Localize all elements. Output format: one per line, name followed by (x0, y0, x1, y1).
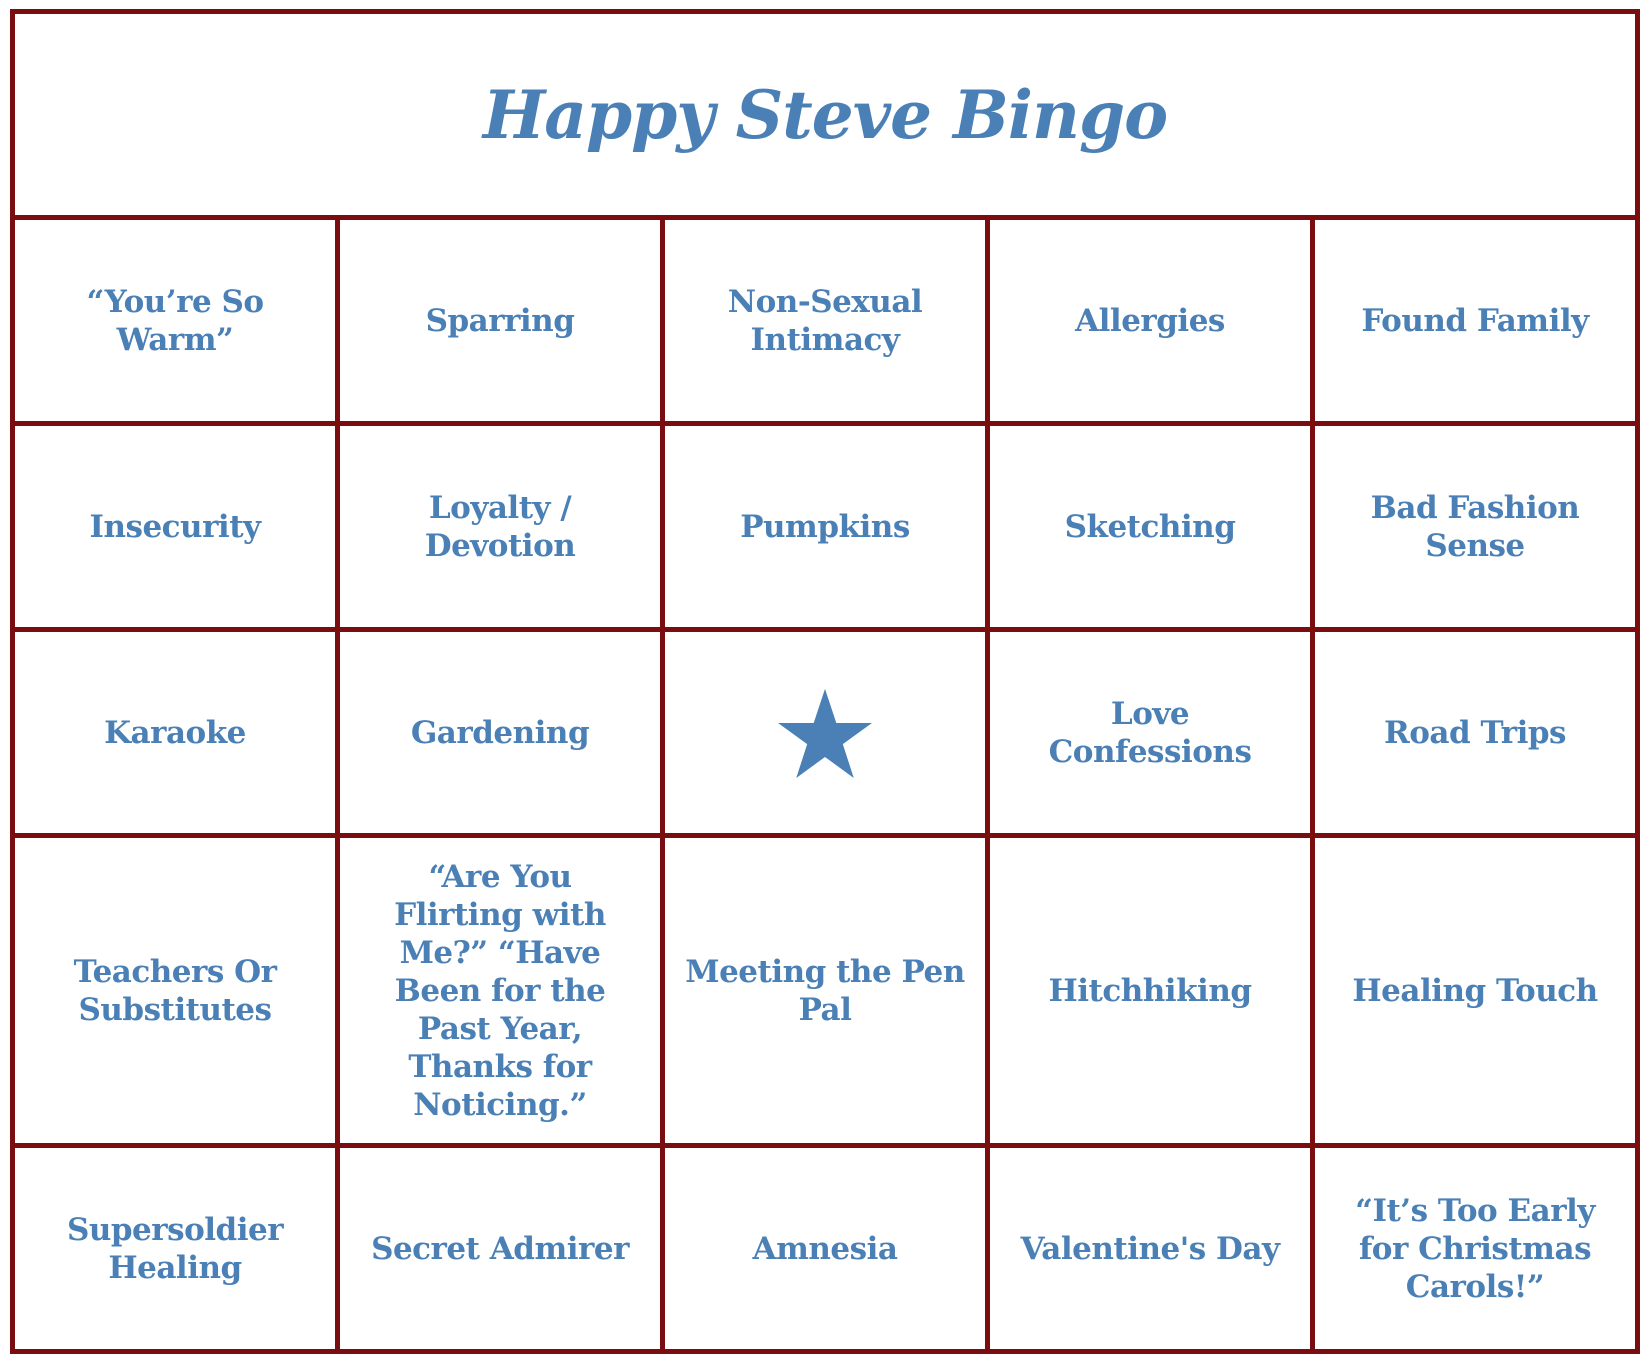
square-label: “Are You Flirting with Me?” “Have Been for the Past Year, Thanks for Noticing.” (394, 858, 606, 1123)
square-label: Pumpkins (740, 508, 910, 545)
bingo-square (15, 220, 340, 426)
bingo-square (15, 426, 340, 632)
bingo-square (340, 426, 665, 632)
title-row (15, 14, 1635, 220)
bingo-square (1315, 426, 1635, 632)
square-label: Secret Admirer (371, 1230, 629, 1267)
square-label: Love Confessions (1048, 695, 1252, 770)
bingo-square (340, 632, 665, 838)
bingo-square (665, 426, 990, 632)
square-label: Non-Sexual Intimacy (727, 283, 923, 358)
bingo-square (340, 1148, 665, 1349)
bingo-square (990, 220, 1315, 426)
bingo-square (15, 632, 340, 838)
bingo-grid (15, 220, 1635, 1349)
bingo-square (1315, 220, 1635, 426)
square-label: Supersoldier Healing (66, 1211, 284, 1286)
square-label: Sketching (1064, 508, 1236, 545)
bingo-square (15, 838, 340, 1148)
bingo-square (990, 426, 1315, 632)
square-label: “You’re So Warm” (86, 283, 264, 358)
page-title: Happy Steve Bingo (482, 75, 1168, 154)
square-label: Sparring (425, 302, 575, 339)
square-label: Road Trips (1383, 714, 1567, 751)
bingo-square (990, 1148, 1315, 1349)
bingo-square (1315, 1148, 1635, 1349)
square-label: Healing Touch (1352, 972, 1598, 1009)
bingo-square (990, 632, 1315, 838)
bingo-square (665, 1148, 990, 1349)
bingo-square (340, 838, 665, 1148)
bingo-square (340, 220, 665, 426)
square-label: Hitchhiking (1048, 972, 1252, 1009)
square-label: Bad Fashion Sense (1370, 489, 1580, 564)
bingo-square (15, 1148, 340, 1349)
bingo-square (1315, 632, 1635, 838)
square-label: Allergies (1075, 302, 1225, 339)
bingo-square (665, 838, 990, 1148)
bingo-card (10, 9, 1640, 1354)
bingo-square (1315, 838, 1635, 1148)
square-label: Teachers Or Substitutes (73, 953, 277, 1028)
square-label: Insecurity (89, 508, 261, 545)
square-label: Found Family (1361, 302, 1589, 339)
square-label: “It’s Too Early for Christmas Carols!” (1355, 1192, 1595, 1305)
star-icon (777, 687, 873, 779)
square-label: Meeting the Pen Pal (685, 953, 965, 1028)
square-label: Valentine's Day (1020, 1230, 1280, 1267)
bingo-square (990, 838, 1315, 1148)
bingo-square (665, 220, 990, 426)
square-label: Loyalty / Devotion (424, 489, 576, 564)
square-label: Gardening (410, 714, 590, 751)
free-space-square (665, 632, 990, 838)
square-label: Karaoke (104, 714, 246, 751)
square-label: Amnesia (752, 1230, 898, 1267)
